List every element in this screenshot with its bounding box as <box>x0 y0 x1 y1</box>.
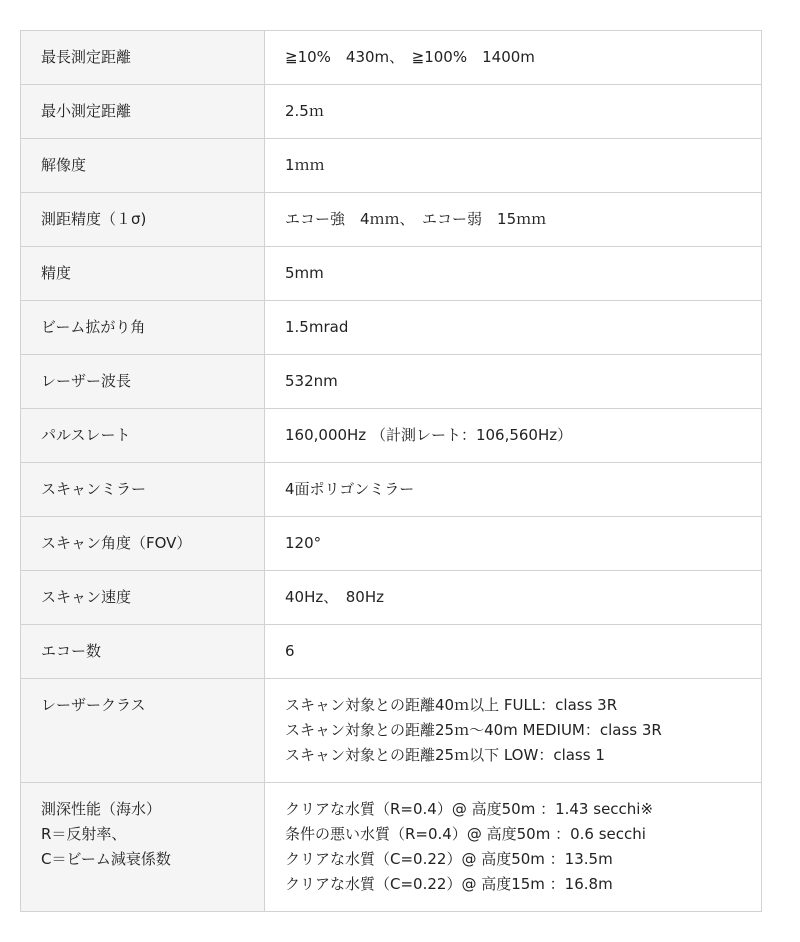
spec-label: エコー数 <box>41 642 102 660</box>
spec-value-cell <box>265 193 762 247</box>
spec-value: 160,000Hz （計測レート：106,560Hz） <box>285 426 573 444</box>
spec-row <box>21 193 762 247</box>
spec-label-cell <box>21 783 265 912</box>
spec-label: ビーム拡がり角 <box>41 318 146 336</box>
spec-row <box>21 571 762 625</box>
spec-row <box>21 139 762 193</box>
spec-label-cell <box>21 463 265 517</box>
spec-label-cell <box>21 571 265 625</box>
spec-value-cell <box>265 409 762 463</box>
spec-row <box>21 31 762 85</box>
spec-value-cell <box>265 625 762 679</box>
spec-value: エコー強 4ｍｍ、 エコー弱 15ｍｍ <box>285 210 547 228</box>
spec-label-cell <box>21 85 265 139</box>
spec-value: 1.5mrad <box>285 318 349 336</box>
spec-row <box>21 85 762 139</box>
spec-row <box>21 247 762 301</box>
spec-value: 2.5ｍ <box>285 102 324 120</box>
spec-row <box>21 463 762 517</box>
spec-value: クリアな水質（R=0.4）@ 高度50m ：1.43 secchi※ <box>285 800 654 818</box>
spec-value-cell <box>265 463 762 517</box>
spec-value: クリアな水質（C=0.22）@ 高度15m ：16.8m <box>285 875 613 893</box>
spec-label: 最長測定距離 <box>41 48 132 66</box>
spec-label: 最小測定距離 <box>41 102 132 120</box>
spec-label-cell <box>21 679 265 783</box>
spec-value: 120° <box>285 534 322 552</box>
spec-value: 1ｍｍ <box>285 156 325 174</box>
spec-value-cell <box>265 301 762 355</box>
spec-value: スキャン対象との距離25ｍ～40m MEDIUM：class 3R <box>285 721 662 739</box>
spec-value: 40Hz、 80Hz <box>285 588 384 606</box>
spec-value-cell <box>265 517 762 571</box>
spec-row <box>21 783 762 912</box>
spec-row <box>21 517 762 571</box>
spec-table-body <box>21 31 762 912</box>
spec-value-cell <box>265 31 762 85</box>
spec-label: 測深性能（海水） <box>41 800 162 818</box>
spec-label-cell <box>21 193 265 247</box>
spec-value-cell <box>265 355 762 409</box>
spec-value: 条件の悪い水質（R=0.4）@ 高度50m ：0.6 secchi <box>285 825 646 843</box>
spec-label: スキャン角度（FOV） <box>41 534 192 552</box>
spec-value: 5mm <box>285 264 324 282</box>
spec-label: スキャンミラー <box>41 480 147 498</box>
spec-value: スキャン対象との距離40ｍ以上 FULL：class 3R <box>285 696 618 714</box>
spec-row <box>21 355 762 409</box>
spec-value-cell <box>265 139 762 193</box>
spec-label-cell <box>21 625 265 679</box>
spec-label-cell <box>21 355 265 409</box>
spec-label: レーザークラス <box>41 696 146 714</box>
spec-label: 精度 <box>41 264 72 282</box>
spec-value: ≧10% 430m、 ≧100% 1400m <box>285 48 535 66</box>
spec-label-cell <box>21 139 265 193</box>
spec-value-cell <box>265 783 762 912</box>
spec-value: スキャン対象との距離25ｍ以下 LOW：class 1 <box>285 746 605 764</box>
spec-label: 測距精度（１σ) <box>41 210 147 228</box>
spec-value-cell <box>265 679 762 783</box>
spec-label: レーザー波長 <box>41 372 132 390</box>
spec-label: C＝ビーム減衰係数 <box>41 850 171 868</box>
spec-row <box>21 301 762 355</box>
spec-label-cell <box>21 31 265 85</box>
spec-value-cell <box>265 85 762 139</box>
spec-label-cell <box>21 409 265 463</box>
spec-value: クリアな水質（C=0.22）@ 高度50m ：13.5m <box>285 850 613 868</box>
spec-label-cell <box>21 517 265 571</box>
spec-value-cell <box>265 247 762 301</box>
spec-label-cell <box>21 301 265 355</box>
spec-label-cell <box>21 247 265 301</box>
spec-row <box>21 625 762 679</box>
spec-value: 532nm <box>285 372 338 390</box>
spec-label: パルスレート <box>41 426 131 444</box>
spec-label: 解像度 <box>41 156 87 174</box>
spec-row <box>21 679 762 783</box>
spec-value: 4面ポリゴンミラー <box>285 480 415 498</box>
spec-value: 6 <box>285 642 295 660</box>
spec-table <box>20 30 762 912</box>
spec-row <box>21 409 762 463</box>
spec-label: スキャン速度 <box>41 588 132 606</box>
spec-label: R＝反射率、 <box>41 825 127 843</box>
spec-value-cell <box>265 571 762 625</box>
